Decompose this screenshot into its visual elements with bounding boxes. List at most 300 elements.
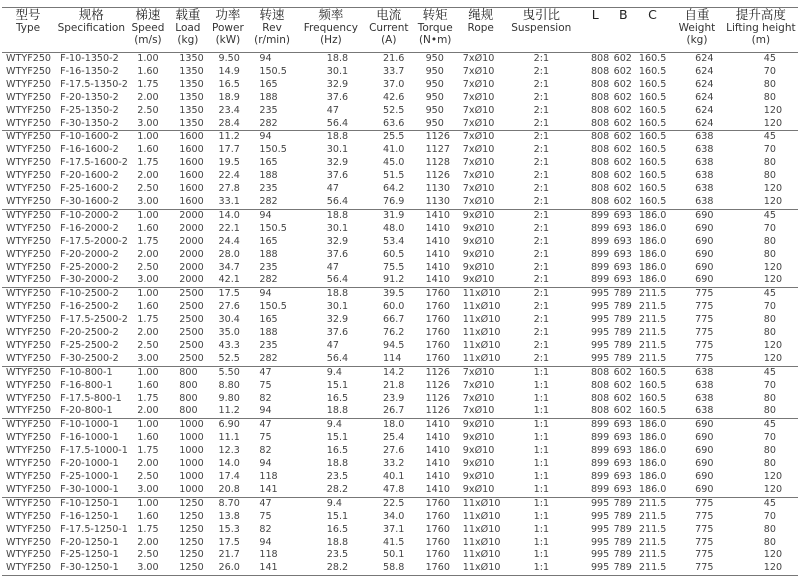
cell-power: 9.80 — [218, 392, 240, 404]
table-header — [2, 8, 798, 53]
cell-rope: 9xØ10 — [462, 222, 495, 234]
cell-type: WTYF250 — [6, 339, 52, 351]
cell-dim-c: 160.5 — [638, 379, 667, 391]
cell-lifting-height: 120 — [763, 483, 783, 495]
cell-dim-b: 602 — [613, 379, 632, 391]
column-header-suspension — [504, 8, 579, 53]
cell-dim-l: 995 — [590, 301, 610, 313]
cell-torque: 1410 — [425, 458, 450, 470]
cell-rope: 9xØ10 — [462, 209, 495, 221]
cell-torque: 1126 — [425, 366, 450, 378]
cell-current: 14.2 — [383, 366, 405, 378]
cell-speed: 3.00 — [137, 195, 159, 207]
header-en-label: Power — [212, 22, 244, 34]
header-unit-label: (A) — [381, 34, 397, 46]
cell-rev: 282 — [259, 352, 278, 364]
cell-rev: 150.5 — [259, 144, 287, 156]
table-row — [2, 274, 798, 287]
cell-suspension: 1:1 — [533, 366, 550, 378]
cell-weight: 638 — [695, 144, 714, 156]
cell-dim-b: 693 — [613, 483, 632, 495]
cell-current: 47.8 — [383, 483, 405, 495]
header-unit-label: (m/s) — [134, 34, 162, 46]
cell-frequency: 28.2 — [326, 562, 349, 574]
cell-current: 50.1 — [383, 549, 405, 561]
table-row — [2, 144, 798, 157]
cell-load: 1600 — [179, 170, 204, 182]
header-cn-label: 电流 — [376, 7, 402, 22]
table-row — [2, 301, 798, 314]
table-row — [2, 562, 798, 575]
header-en-label: Frequency — [303, 22, 358, 34]
cell-speed: 2.00 — [137, 536, 159, 548]
cell-dim-c: 160.5 — [638, 131, 667, 143]
cell-load: 800 — [179, 405, 198, 417]
cell-type: WTYF250 — [6, 65, 52, 77]
cell-dim-l: 899 — [590, 432, 610, 444]
cell-frequency: 15.1 — [326, 510, 349, 522]
header-cn-label: 曳引比 — [522, 7, 561, 22]
cell-power: 14.0 — [218, 458, 240, 470]
cell-torque: 1760 — [425, 562, 450, 574]
cell-suspension: 2:1 — [533, 288, 550, 300]
cell-speed: 2.00 — [137, 170, 159, 182]
column-header-type — [2, 8, 54, 53]
cell-speed: 1.00 — [137, 131, 159, 143]
cell-rev: 282 — [259, 117, 278, 129]
cell-weight: 624 — [695, 53, 714, 64]
cell-current: 37.0 — [383, 78, 405, 90]
cell-load: 1350 — [179, 78, 204, 90]
cell-dim-c: 186.0 — [638, 471, 667, 482]
cell-frequency: 47 — [326, 104, 339, 116]
cell-lifting-height: 70 — [763, 222, 776, 234]
column-header-torque — [413, 8, 458, 53]
cell-load: 1000 — [179, 432, 204, 444]
cell-load: 800 — [179, 366, 198, 378]
cell-dim-b: 602 — [613, 195, 632, 207]
cell-current: 94.5 — [383, 339, 405, 351]
cell-type: WTYF250 — [6, 536, 52, 548]
cell-specification: F-17.5-2000-2 — [60, 235, 128, 247]
cell-frequency: 37.6 — [326, 91, 349, 103]
cell-dim-l: 899 — [590, 248, 610, 260]
cell-rope: 9xØ10 — [462, 261, 495, 273]
cell-load: 800 — [179, 379, 198, 391]
cell-type: WTYF250 — [6, 222, 52, 234]
header-cn-label: 转速 — [259, 7, 285, 22]
header-unit-label: (kW) — [215, 34, 241, 46]
cell-rope: 11xØ10 — [462, 549, 501, 561]
cell-type: WTYF250 — [6, 261, 52, 273]
cell-lifting-height: 70 — [763, 432, 776, 444]
cell-lifting-height: 120 — [763, 471, 783, 482]
cell-type: WTYF250 — [6, 523, 52, 535]
cell-rev: 165 — [259, 235, 278, 247]
cell-load: 1000 — [179, 483, 204, 495]
cell-weight: 690 — [695, 209, 714, 221]
cell-weight: 775 — [695, 523, 714, 535]
cell-suspension: 2:1 — [533, 104, 550, 116]
cell-type: WTYF250 — [6, 314, 52, 326]
cell-speed: 3.00 — [137, 562, 159, 574]
column-header-lifting-height — [724, 8, 798, 53]
cell-speed: 2.00 — [137, 458, 159, 470]
cell-dim-b: 693 — [613, 261, 632, 273]
cell-torque: 1760 — [425, 536, 450, 548]
column-header-dim-b — [612, 8, 635, 53]
cell-power: 9.50 — [218, 53, 240, 64]
table-row — [2, 393, 798, 406]
cell-frequency: 15.1 — [326, 432, 349, 444]
cell-power: 26.0 — [218, 562, 240, 574]
cell-load: 2000 — [179, 222, 204, 234]
cell-weight: 690 — [695, 261, 714, 273]
cell-lifting-height: 120 — [763, 261, 783, 273]
cell-type: WTYF250 — [6, 195, 52, 207]
table-row — [2, 380, 798, 393]
cell-rev: 141 — [259, 562, 278, 574]
cell-suspension: 2:1 — [533, 274, 550, 286]
row-group — [2, 366, 798, 419]
cell-dim-c: 211.5 — [638, 549, 667, 561]
cell-weight: 775 — [695, 562, 714, 574]
cell-rope: 7xØ10 — [462, 78, 495, 90]
cell-dim-l: 808 — [590, 53, 610, 64]
cell-type: WTYF250 — [6, 419, 52, 431]
cell-rev: 82 — [259, 392, 272, 404]
column-header-power — [208, 8, 247, 53]
cell-lifting-height: 70 — [763, 379, 776, 391]
cell-dim-c: 186.0 — [638, 274, 667, 286]
cell-specification: F-17.5-800-1 — [60, 392, 122, 404]
cell-load: 1000 — [179, 419, 204, 431]
cell-rev: 47 — [259, 419, 272, 431]
table-row — [2, 79, 798, 92]
cell-type: WTYF250 — [6, 91, 52, 103]
cell-dim-l: 899 — [590, 261, 610, 273]
header-en-label: Torque — [417, 22, 453, 34]
cell-rev: 94 — [259, 131, 272, 143]
cell-rope: 9xØ10 — [462, 248, 495, 260]
cell-frequency: 18.8 — [326, 53, 349, 64]
cell-current: 42.6 — [383, 91, 405, 103]
cell-dim-b: 789 — [613, 352, 632, 364]
cell-type: WTYF250 — [6, 366, 52, 378]
cell-rev: 282 — [259, 195, 278, 207]
cell-specification: F-10-1350-2 — [60, 53, 119, 64]
cell-frequency: 37.6 — [326, 248, 349, 260]
cell-suspension: 2:1 — [533, 339, 550, 351]
cell-suspension: 2:1 — [533, 170, 550, 182]
cell-lifting-height: 45 — [763, 497, 776, 509]
cell-frequency: 47 — [326, 339, 339, 351]
cell-suspension: 1:1 — [533, 458, 550, 470]
cell-suspension: 2:1 — [533, 261, 550, 273]
cell-lifting-height: 70 — [763, 144, 776, 156]
cell-lifting-height: 80 — [763, 523, 776, 535]
cell-rev: 165 — [259, 314, 278, 326]
cell-dim-l: 899 — [590, 445, 610, 457]
cell-type: WTYF250 — [6, 117, 52, 129]
table-row — [2, 288, 798, 301]
cell-speed: 2.50 — [137, 261, 159, 273]
cell-speed: 1.60 — [137, 510, 159, 522]
header-unit-label: (N•m) — [418, 34, 452, 46]
cell-current: 39.5 — [383, 288, 405, 300]
header-en-label: Suspension — [511, 22, 572, 34]
row-group — [2, 419, 798, 497]
cell-speed: 1.00 — [137, 288, 159, 300]
cell-dim-b: 693 — [613, 248, 632, 260]
header-cn-label: 梯速 — [135, 7, 161, 22]
cell-type: WTYF250 — [6, 209, 52, 221]
cell-speed: 1.75 — [137, 445, 159, 457]
cell-weight: 690 — [695, 471, 714, 482]
row-group — [2, 209, 798, 287]
cell-type: WTYF250 — [6, 301, 52, 313]
cell-load: 2500 — [179, 288, 204, 300]
cell-dim-c: 160.5 — [638, 53, 667, 64]
cell-speed: 1.60 — [137, 379, 159, 391]
cell-current: 41.0 — [383, 144, 405, 156]
cell-power: 22.1 — [218, 222, 240, 234]
cell-suspension: 1:1 — [533, 536, 550, 548]
cell-load: 2500 — [179, 339, 204, 351]
cell-lifting-height: 45 — [763, 366, 776, 378]
cell-rev: 235 — [259, 339, 278, 351]
cell-type: WTYF250 — [6, 405, 52, 417]
cell-current: 51.5 — [383, 170, 405, 182]
cell-dim-l: 995 — [590, 510, 610, 522]
cell-dim-b: 693 — [613, 458, 632, 470]
cell-dim-b: 789 — [613, 549, 632, 561]
cell-suspension: 1:1 — [533, 497, 550, 509]
cell-frequency: 18.8 — [326, 536, 349, 548]
cell-speed: 2.50 — [137, 549, 159, 561]
header-unit-label: (kg) — [177, 34, 199, 46]
cell-dim-l: 995 — [590, 327, 610, 339]
cell-rev: 82 — [259, 445, 272, 457]
cell-rope: 7xØ10 — [462, 131, 495, 143]
cell-current: 114 — [383, 352, 402, 364]
cell-dim-c: 160.5 — [638, 170, 667, 182]
header-cn-label: L — [591, 7, 599, 22]
cell-dim-c: 160.5 — [638, 144, 667, 156]
cell-frequency: 18.8 — [326, 209, 349, 221]
cell-weight: 638 — [695, 366, 714, 378]
header-en-label: Rev — [262, 22, 282, 34]
cell-load: 1350 — [179, 53, 204, 64]
cell-frequency: 37.6 — [326, 327, 349, 339]
table-row — [2, 118, 798, 131]
cell-rev: 118 — [259, 471, 278, 482]
cell-type: WTYF250 — [6, 497, 52, 509]
cell-power: 22.4 — [218, 170, 240, 182]
cell-load: 1000 — [179, 471, 204, 482]
table-row — [2, 524, 798, 537]
cell-load: 1250 — [179, 549, 204, 561]
cell-type: WTYF250 — [6, 483, 52, 495]
cell-type: WTYF250 — [6, 471, 52, 482]
cell-current: 48.0 — [383, 222, 405, 234]
cell-suspension: 2:1 — [533, 327, 550, 339]
header-en-label: Rope — [467, 22, 494, 34]
cell-rev: 188 — [259, 248, 278, 260]
cell-speed: 3.00 — [137, 352, 159, 364]
cell-frequency: 30.1 — [326, 65, 349, 77]
cell-specification: F-25-1350-2 — [60, 104, 119, 116]
cell-torque: 1410 — [425, 274, 450, 286]
cell-dim-c: 186.0 — [638, 222, 667, 234]
cell-rev: 118 — [259, 549, 278, 561]
cell-current: 21.8 — [383, 379, 405, 391]
cell-frequency: 18.8 — [326, 405, 349, 417]
cell-frequency: 56.4 — [326, 274, 349, 286]
cell-torque: 1760 — [425, 523, 450, 535]
cell-dim-c: 160.5 — [638, 157, 667, 169]
cell-power: 18.9 — [218, 91, 240, 103]
header-unit-label: (m) — [751, 34, 771, 46]
cell-speed: 1.75 — [137, 314, 159, 326]
cell-specification: F-30-2500-2 — [60, 352, 119, 364]
cell-specification: F-10-2500-2 — [60, 288, 119, 300]
table-row — [2, 92, 798, 105]
cell-specification: F-10-800-1 — [60, 366, 113, 378]
cell-lifting-height: 120 — [763, 549, 783, 561]
header-en-label: Specification — [57, 22, 126, 34]
cell-dim-l: 808 — [590, 379, 610, 391]
cell-specification: F-16-800-1 — [60, 379, 113, 391]
cell-lifting-height: 45 — [763, 53, 776, 64]
cell-power: 33.1 — [218, 195, 240, 207]
cell-rev: 282 — [259, 274, 278, 286]
cell-dim-l: 808 — [590, 405, 610, 417]
header-en-label: Load — [175, 22, 201, 34]
table-row — [2, 183, 798, 196]
cell-suspension: 2:1 — [533, 209, 550, 221]
table-row — [2, 223, 798, 236]
cell-current: 27.6 — [383, 445, 405, 457]
cell-rope: 11xØ10 — [462, 339, 501, 351]
cell-speed: 1.00 — [137, 366, 159, 378]
cell-rope: 9xØ10 — [462, 483, 495, 495]
cell-torque: 950 — [425, 78, 444, 90]
cell-load: 1600 — [179, 157, 204, 169]
column-header-specification — [54, 8, 128, 53]
cell-load: 2000 — [179, 248, 204, 260]
cell-speed: 2.50 — [137, 104, 159, 116]
cell-specification: F-17.5-1250-1 — [60, 523, 128, 535]
cell-rev: 235 — [259, 261, 278, 273]
cell-lifting-height: 80 — [763, 157, 776, 169]
cell-specification: F-30-1000-1 — [60, 483, 119, 495]
cell-dim-c: 211.5 — [638, 288, 667, 300]
cell-current: 40.1 — [383, 471, 405, 482]
cell-speed: 1.60 — [137, 144, 159, 156]
cell-speed: 1.60 — [137, 301, 159, 313]
cell-rev: 94 — [259, 458, 272, 470]
cell-type: WTYF250 — [6, 549, 52, 561]
cell-dim-c: 211.5 — [638, 339, 667, 351]
cell-power: 28.0 — [218, 248, 240, 260]
cell-weight: 638 — [695, 170, 714, 182]
row-group — [2, 288, 798, 366]
cell-suspension: 2:1 — [533, 78, 550, 90]
cell-dim-c: 160.5 — [638, 117, 667, 129]
header-cn-label: 载重 — [175, 7, 201, 22]
cell-load: 1000 — [179, 445, 204, 457]
cell-suspension: 1:1 — [533, 445, 550, 457]
cell-torque: 1410 — [425, 209, 450, 221]
cell-weight: 690 — [695, 235, 714, 247]
cell-rev: 150.5 — [259, 65, 287, 77]
cell-type: WTYF250 — [6, 327, 52, 339]
cell-torque: 950 — [425, 91, 444, 103]
cell-dim-c: 186.0 — [638, 432, 667, 444]
cell-speed: 1.75 — [137, 78, 159, 90]
cell-rope: 9xØ10 — [462, 445, 495, 457]
cell-frequency: 32.9 — [326, 314, 349, 326]
cell-weight: 775 — [695, 549, 714, 561]
cell-specification: F-30-1600-2 — [60, 195, 119, 207]
cell-specification: F-25-1600-2 — [60, 183, 119, 195]
column-header-weight — [670, 8, 724, 53]
table-row — [2, 170, 798, 183]
cell-power: 5.50 — [218, 366, 240, 378]
cell-type: WTYF250 — [6, 288, 52, 300]
cell-power: 27.6 — [218, 301, 240, 313]
cell-dim-b: 602 — [613, 405, 632, 417]
cell-speed: 2.00 — [137, 405, 159, 417]
table-row — [2, 484, 798, 497]
header-en-label: Weight — [678, 22, 716, 34]
cell-rev: 94 — [259, 288, 272, 300]
header-en-label: Lifting height — [726, 22, 796, 34]
cell-weight: 624 — [695, 91, 714, 103]
cell-current: 34.0 — [383, 510, 405, 522]
cell-dim-b: 602 — [613, 392, 632, 404]
cell-dim-c: 186.0 — [638, 483, 667, 495]
cell-frequency: 9.4 — [326, 419, 343, 431]
cell-current: 21.6 — [383, 53, 405, 64]
cell-dim-l: 899 — [590, 483, 610, 495]
cell-lifting-height: 80 — [763, 248, 776, 260]
cell-frequency: 18.8 — [326, 131, 349, 143]
cell-torque: 1126 — [425, 392, 450, 404]
table-row — [2, 471, 798, 484]
cell-rope: 9xØ10 — [462, 432, 495, 444]
cell-load: 1600 — [179, 131, 204, 143]
cell-load: 2000 — [179, 209, 204, 221]
elevator-traction-machine-spec-table — [2, 7, 798, 576]
cell-dim-b: 693 — [613, 445, 632, 457]
cell-type: WTYF250 — [6, 379, 52, 391]
cell-dim-l: 995 — [590, 352, 610, 364]
cell-rope: 9xØ10 — [462, 235, 495, 247]
cell-dim-l: 995 — [590, 562, 610, 574]
cell-dim-l: 899 — [590, 235, 610, 247]
cell-speed: 1.75 — [137, 523, 159, 535]
cell-rev: 75 — [259, 432, 272, 444]
cell-weight: 638 — [695, 183, 714, 195]
header-cn-label: 规格 — [78, 7, 104, 22]
cell-torque: 1760 — [425, 497, 450, 509]
cell-torque: 950 — [425, 117, 444, 129]
cell-dim-b: 602 — [613, 53, 632, 64]
cell-load: 1000 — [179, 458, 204, 470]
cell-dim-c: 186.0 — [638, 458, 667, 470]
